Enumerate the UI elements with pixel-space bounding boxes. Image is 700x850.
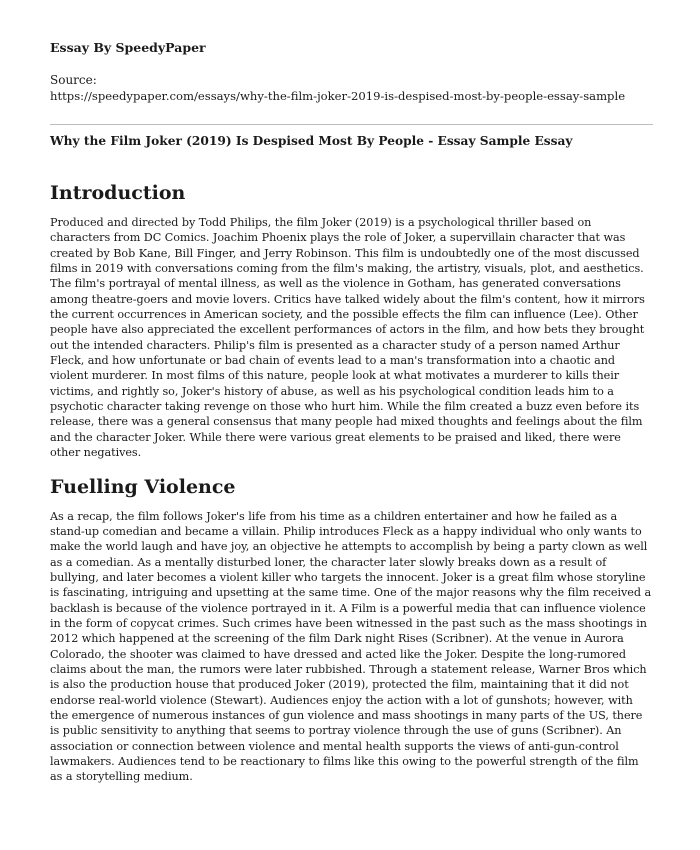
header-divider <box>50 124 653 125</box>
page-content <box>50 40 653 785</box>
section-heading-introduction: Introduction <box>50 182 186 204</box>
site-title: Essay By SpeedyPaper <box>50 40 206 55</box>
section-heading-fuelling-violence: Fuelling Violence <box>50 475 236 498</box>
document-header <box>50 40 653 104</box>
essay-title: Why the Film Joker (2019) Is Despised Most By People - Essay Sample Essay <box>50 134 573 148</box>
section-paragraph-introduction: Produced and directed by Todd Philips, the film Joker (2019) is a psychological thriller based on characters from DC Comics. Joachim Phoenix plays the role of Joker, a supervillain character that was created by Bob Kane, Bill Finger, and Jerry Robinson. This film is undoubtedly one of the most discussed films in 2019 with conversations coming from the film's making, the artistry, visuals, plot, and aesthetics. The film's portrayal of mental illness, as well as the violence in Gotham, has generated conversations among theatre-goers and movie lovers. Critics have talked widely about the film's content, how it mirrors the current occurrences in American society, and the possible effects the film can influence (Lee). Other people have also appreciated the excellent performances of actors in the film, and how bets they brought out the intended characters. Philip's film is presented as a character study of a person named Arthur Fleck, and how unfortunate or bad chain of events lead to a man's transformation into a chaotic and violent murderer. In most films of this nature, people look at what motivates a murderer to kills their victims, and rightly so, Joker's history of abuse, as well as his psychological condition leads him to a psychotic character taking revenge on those who hurt him. While the film created a buzz even before its release, there was a general consensus that many people had mixed thoughts and feelings about the film and the character Joker. While there were various great elements to be praised and liked, there were other negatives. <box>50 216 645 460</box>
section-paragraph-fuelling-violence: As a recap, the film follows Joker's life from his time as a children entertainer and how he failed as a stand-up comedian and became a villain. Philip introduces Fleck as a happy individual who only wants to make the world laugh and have joy, an objective he attempts to accomplish by being a party clown as well as a comedian. As a mentally disturbed loner, the character later slowly breaks down as a result of bullying, and later becomes a violent killer who targets the innocent. Joker is a great film whose storyline is fascinating, intriguing and upsetting at the same time. One of the major reasons why the film received a backlash is because of the violence portrayed in it. A Film is a powerful media that can influence violence in the form of copycat crimes. Such crimes have been witnessed in the past such as the mass shootings in 2012 which happened at the screening of the film Dark night Rises (Scribner). At the venue in Aurora Colorado, the shooter was claimed to have dressed and acted like the Joker. Despite the long-rumored claims about the man, the rumors were later rubbished. Through a statement release, Warner Bros which is also the production house that produced Joker (2019), protected the film, maintaining that it did not endorse real-world violence (Stewart). Audiences enjoy the action with a lot of gunshots; however, with the emergence of numerous instances of gun violence and mass shootings in many parts of the US, there is public sensitivity to anything that seems to portray violence through the use of guns (Scribner). An association or connection between violence and mental health supports the views of anti-gun-control lawmakers. Audiences tend to be reactionary to films like this owing to the powerful strength of the film as a storytelling medium. <box>50 509 652 784</box>
source-url: https://speedypaper.com/essays/why-the-film-joker-2019-is-despised-most-by-people-essay-sample <box>50 89 626 103</box>
source-label: Source: <box>50 73 97 87</box>
